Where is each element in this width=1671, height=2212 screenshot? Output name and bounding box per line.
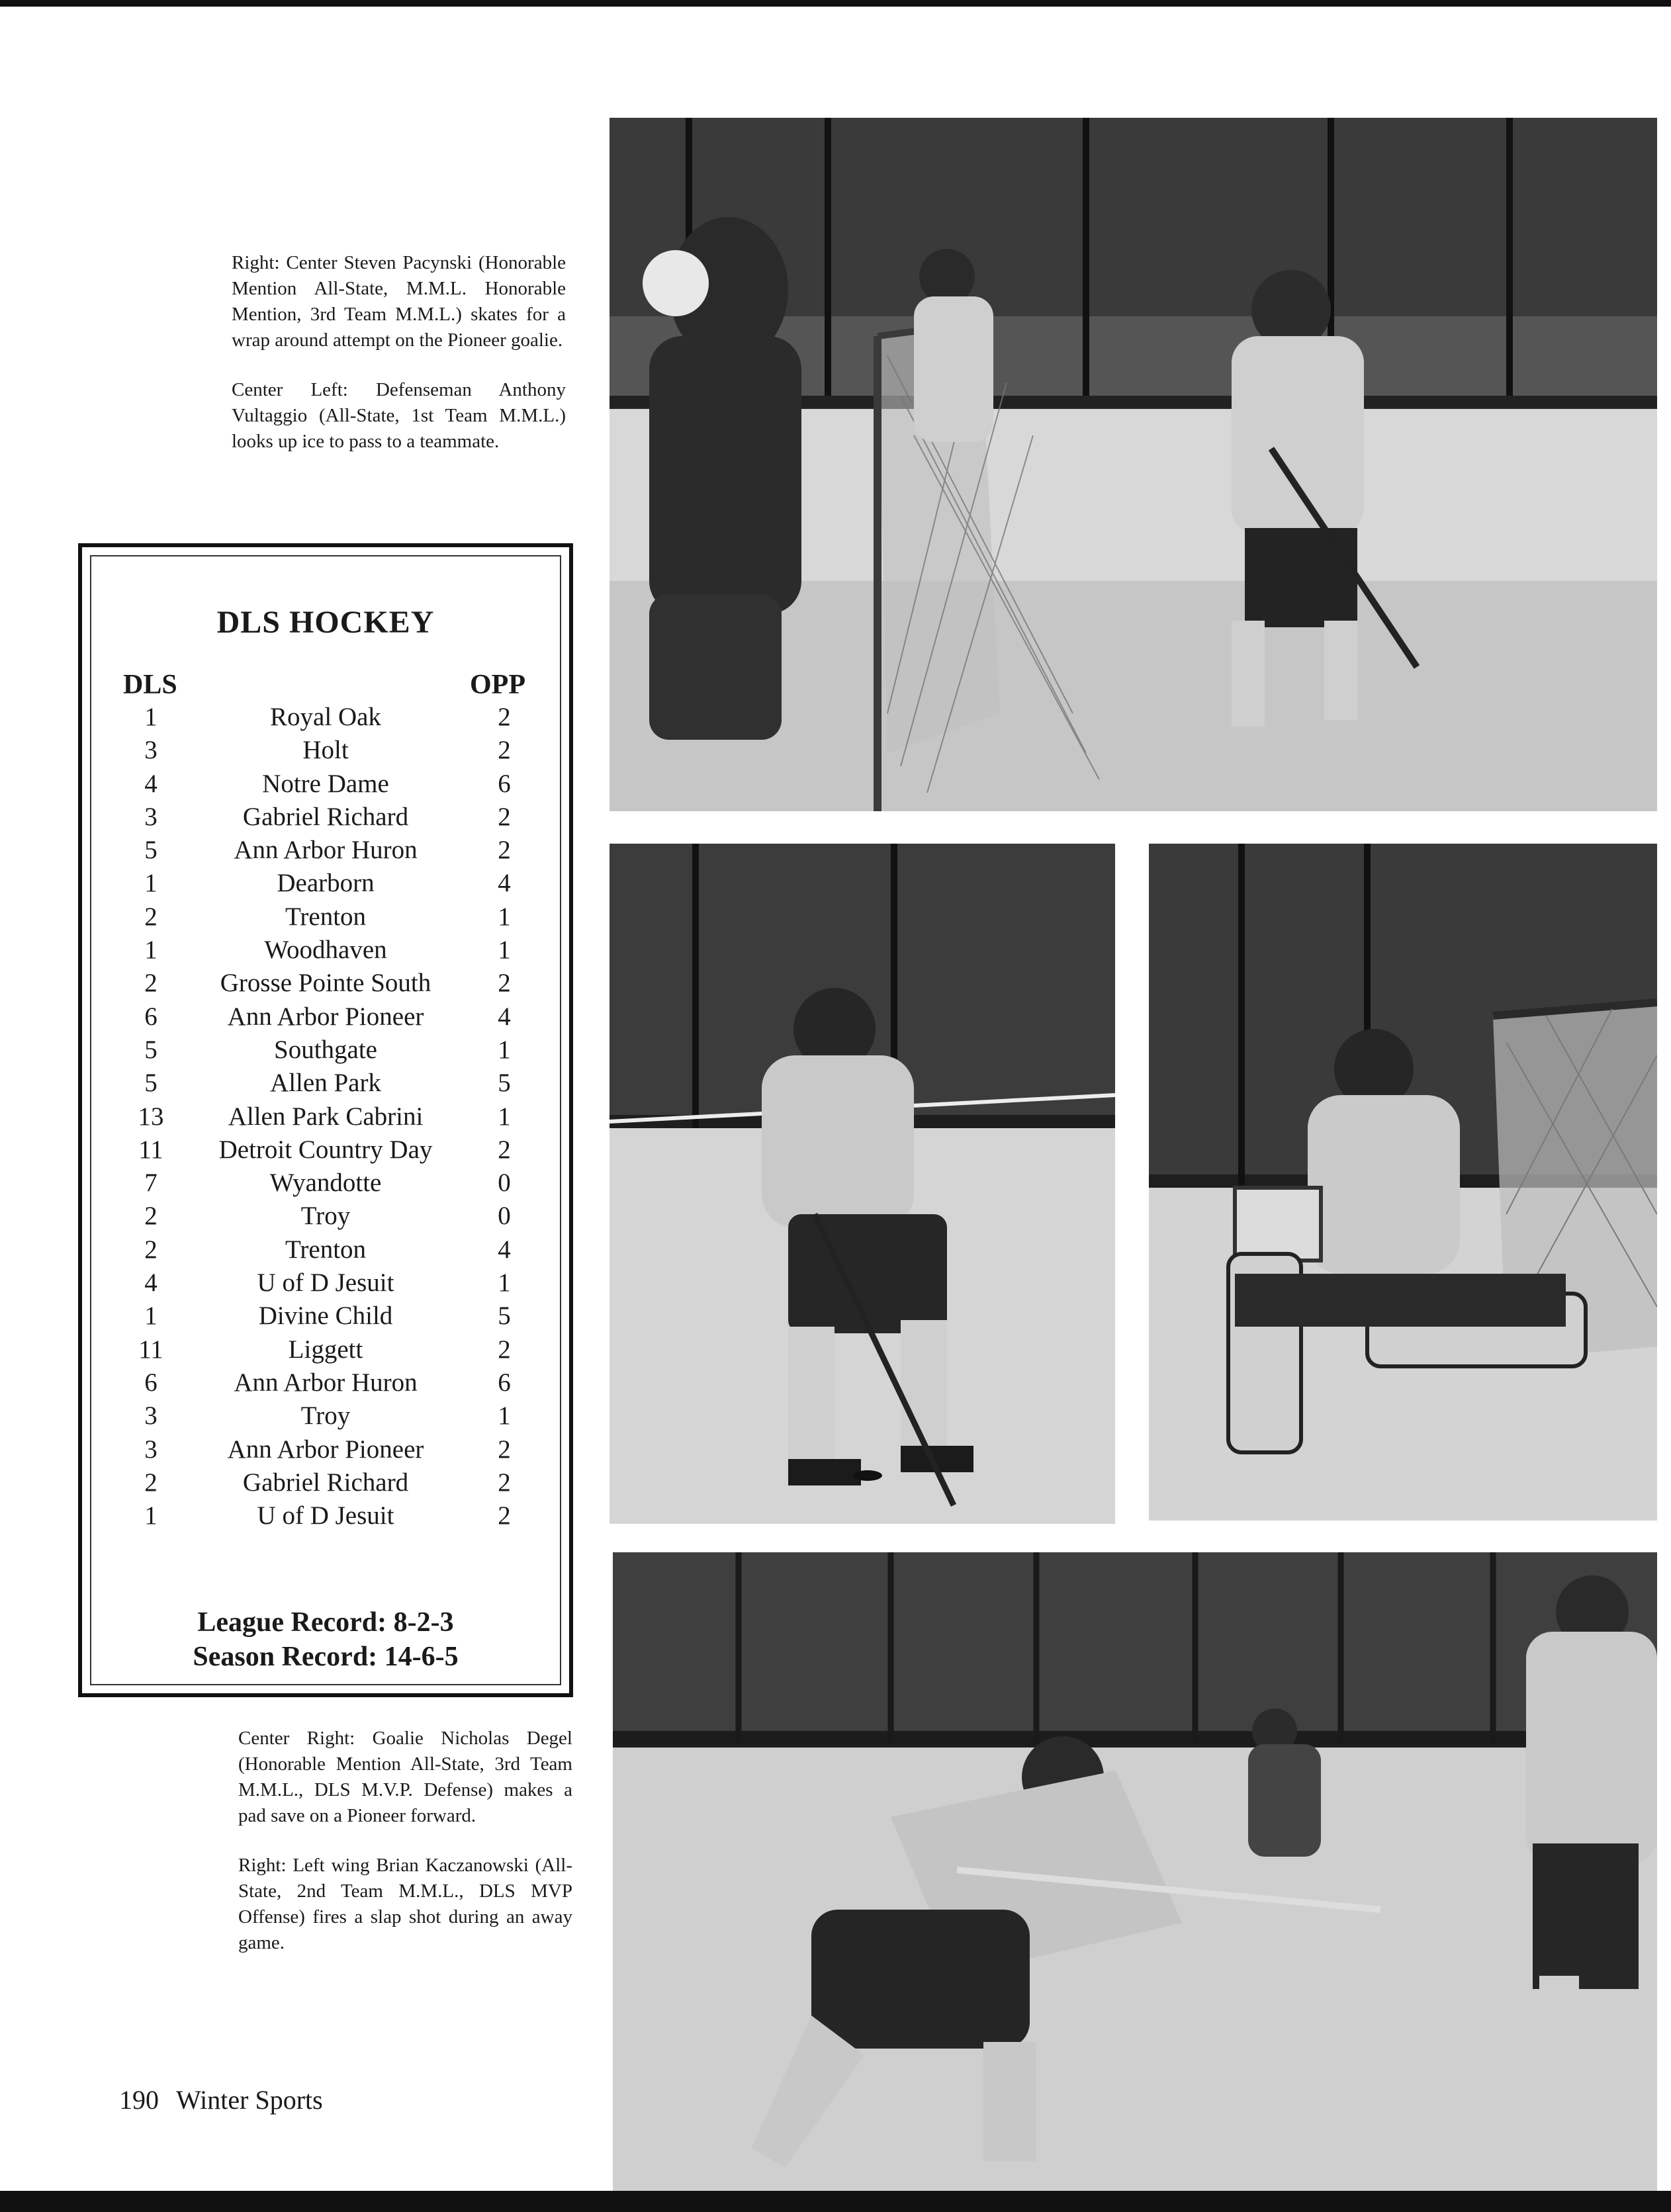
game-row: [91, 1433, 560, 1466]
caption-vultaggio: Center Left: Defenseman Anthony Vultaggio (All-State, 1st Team M.M.L.) looks up ice to pass to a teammate.: [232, 379, 566, 452]
opponent-name: Trenton: [285, 902, 367, 931]
opponent-score: 2: [498, 969, 511, 998]
photo-center-wraparound: [610, 118, 1657, 811]
dls-score: 1: [144, 703, 158, 731]
game-row: [91, 1133, 560, 1167]
opponent-name: Allen Park: [270, 1069, 381, 1098]
caption-kaczanowski: Right: Left wing Brian Kaczanowski (All-State, 2nd Team M.M.L., DLS MVP Offense) fires a slap shot during an away game.: [238, 1855, 572, 1953]
dls-score: 2: [144, 1235, 158, 1264]
game-row: [91, 1300, 560, 1333]
dls-score: 4: [144, 769, 158, 798]
dls-score: 5: [144, 1035, 158, 1064]
dls-score: 5: [144, 1069, 158, 1098]
opponent-score: 2: [498, 1435, 511, 1464]
game-row: [91, 867, 560, 900]
page-bottom-edge: [0, 2191, 1671, 2212]
opponent-name: Ann Arbor Huron: [234, 1368, 418, 1397]
section-name: Winter Sports: [176, 2085, 323, 2115]
column-header-dls: DLS: [123, 670, 177, 700]
season-record: Season Record: 14-6-5: [193, 1642, 459, 1672]
opponent-name: Troy: [300, 1401, 351, 1431]
record-title: DLS HOCKEY: [216, 605, 435, 640]
photo-slap-shot-image: [613, 1552, 1657, 2191]
opponent-name: Holt: [302, 736, 349, 765]
opponent-score: 1: [498, 1401, 511, 1431]
opponent-name: Southgate: [274, 1035, 377, 1064]
dls-score: 6: [144, 1002, 158, 1031]
opponent-score: 1: [498, 1268, 511, 1298]
opponent-name: U of D Jesuit: [257, 1501, 394, 1530]
dls-score: 2: [144, 969, 158, 998]
opponent-score: 6: [498, 1368, 511, 1397]
dls-score: 2: [144, 1202, 158, 1231]
page-number: 190: [119, 2085, 159, 2115]
opponent-score: 4: [498, 1002, 511, 1031]
season-record-box: [78, 543, 573, 1697]
opponent-score: 6: [498, 769, 511, 798]
dls-score: 3: [144, 736, 158, 765]
opponent-score: 2: [498, 703, 511, 731]
game-row: [91, 1499, 560, 1532]
opponent-score: 2: [498, 1335, 511, 1364]
opponent-score: 0: [498, 1202, 511, 1231]
game-row: [91, 1399, 560, 1433]
dls-score: 3: [144, 1401, 158, 1431]
game-row: [91, 1100, 560, 1133]
opponent-name: Ann Arbor Huron: [234, 836, 418, 865]
game-row: [91, 1366, 560, 1399]
dls-score: 2: [144, 1468, 158, 1497]
opponent-score: 4: [498, 1235, 511, 1264]
opponent-score: 1: [498, 936, 511, 965]
dls-score: 13: [138, 1102, 164, 1131]
game-row: [91, 1167, 560, 1200]
season-record-inner-frame: [90, 555, 561, 1685]
dls-score: 5: [144, 836, 158, 865]
opponent-name: Notre Dame: [262, 769, 389, 798]
photo-goalie-pad-save: [1149, 844, 1657, 1521]
game-row: [91, 1266, 560, 1300]
opponent-score: 2: [498, 1468, 511, 1497]
dls-score: 1: [144, 1302, 158, 1331]
game-row: [91, 834, 560, 867]
opponent-name: Detroit Country Day: [218, 1135, 433, 1164]
opponent-score: 0: [498, 1169, 511, 1198]
caption-pacynski: Right: Center Steven Pacynski (Honorable Mention All-State, M.M.L. Honorable Mention, 3rd Team M.M.L.) skates for a wrap around attempt on the Pioneer goalie.: [232, 252, 566, 351]
dls-score: 3: [144, 802, 158, 831]
photo-slap-shot: [613, 1552, 1657, 2191]
dls-score: 1: [144, 936, 158, 965]
game-row: [91, 1333, 560, 1366]
dls-score: 6: [144, 1368, 158, 1397]
opponent-name: Ann Arbor Pioneer: [227, 1002, 424, 1031]
opponent-score: 2: [498, 802, 511, 831]
photo-defenseman-pass-image: [610, 844, 1115, 1524]
caption-bottom-group: [238, 1726, 572, 1980]
game-row: [91, 1034, 560, 1067]
game-results-list: [91, 701, 560, 1532]
opponent-name: Allen Park Cabrini: [228, 1102, 424, 1131]
dls-score: 11: [138, 1135, 163, 1164]
photo-center-wraparound-image: [610, 118, 1657, 811]
game-row: [91, 1466, 560, 1499]
dls-score: 11: [138, 1335, 163, 1364]
opponent-name: Grosse Pointe South: [220, 969, 431, 998]
game-row: [91, 901, 560, 934]
opponent-name: Wyandotte: [269, 1169, 382, 1198]
opponent-score: 2: [498, 1135, 511, 1164]
opponent-score: 2: [498, 1501, 511, 1530]
game-row: [91, 801, 560, 834]
dls-score: 2: [144, 902, 158, 931]
opponent-name: Gabriel Richard: [242, 1468, 409, 1497]
opponent-score: 2: [498, 736, 511, 765]
dls-score: 7: [144, 1169, 158, 1198]
opponent-name: Trenton: [285, 1235, 367, 1264]
opponent-name: Divine Child: [258, 1302, 393, 1331]
game-row: [91, 1000, 560, 1034]
opponent-score: 5: [498, 1069, 511, 1098]
opponent-name: U of D Jesuit: [257, 1268, 394, 1298]
opponent-name: Woodhaven: [264, 936, 387, 965]
page-folio: [119, 2084, 340, 2115]
opponent-score: 1: [498, 902, 511, 931]
game-row: [91, 1067, 560, 1100]
caption-top-group: [232, 250, 566, 478]
opponent-name: Royal Oak: [270, 703, 381, 731]
opponent-name: Troy: [300, 1202, 351, 1231]
league-record: League Record: 8-2-3: [197, 1607, 454, 1638]
game-row: [91, 967, 560, 1000]
game-row: [91, 1200, 560, 1233]
game-row: [91, 768, 560, 801]
opponent-score: 5: [498, 1302, 511, 1331]
game-row: [91, 934, 560, 967]
opponent-name: Liggett: [288, 1335, 363, 1364]
column-header-opp: OPP: [470, 670, 525, 700]
record-summary: [91, 1605, 560, 1674]
game-row: [91, 701, 560, 734]
game-row: [91, 1233, 560, 1266]
opponent-score: 2: [498, 836, 511, 865]
page-top-edge: [0, 0, 1671, 7]
dls-score: 4: [144, 1268, 158, 1298]
opponent-score: 1: [498, 1035, 511, 1064]
dls-score: 1: [144, 1501, 158, 1530]
caption-degel: Center Right: Goalie Nicholas Degel (Honorable Mention All-State, 3rd Team M.M.L., DLS M.V.P. Defense) makes a pad save on a Pioneer forward.: [238, 1728, 572, 1826]
opponent-score: 1: [498, 1102, 511, 1131]
opponent-name: Gabriel Richard: [242, 802, 409, 831]
opponent-name: Dearborn: [277, 869, 375, 898]
photo-defenseman-pass: [610, 844, 1115, 1524]
opponent-name: Ann Arbor Pioneer: [227, 1435, 424, 1464]
opponent-score: 4: [498, 869, 511, 898]
photo-goalie-pad-save-image: [1149, 844, 1657, 1521]
game-row: [91, 734, 560, 767]
dls-score: 1: [144, 869, 158, 898]
dls-score: 3: [144, 1435, 158, 1464]
